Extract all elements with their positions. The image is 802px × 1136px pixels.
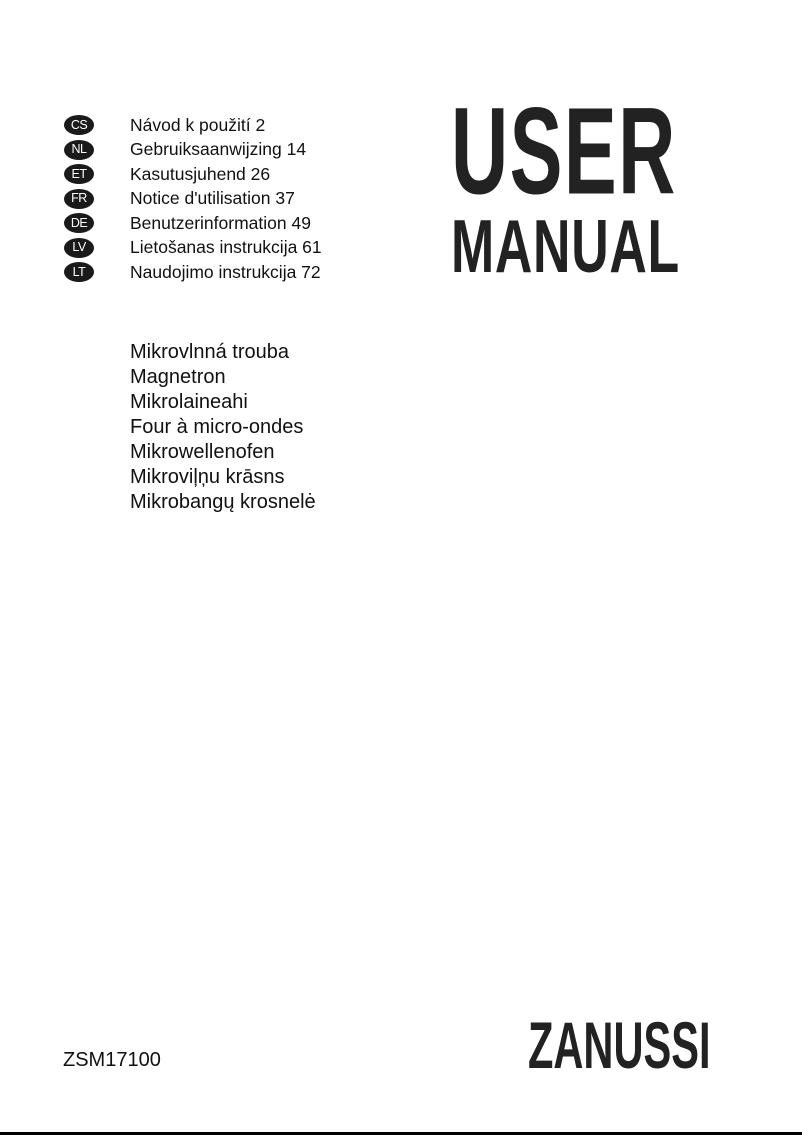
- language-code-badge: LV: [64, 238, 94, 258]
- language-page-reference: Gebruiksaanwijzing 14: [130, 139, 307, 160]
- language-entry-nl: [64, 138, 322, 163]
- product-name-list: [130, 340, 316, 515]
- language-code-badge: CS: [64, 115, 94, 135]
- model-number: ZSM17100: [63, 1049, 161, 1071]
- language-code-badge: DE: [64, 213, 94, 233]
- language-code-badge: LT: [64, 262, 94, 282]
- language-page-reference: Naudojimo instrukcija 72: [130, 261, 321, 282]
- language-page-reference: Notice d'utilisation 37: [130, 188, 295, 209]
- language-page-reference: Benutzerinformation 49: [130, 212, 311, 233]
- language-index: [64, 113, 322, 285]
- product-name: Four à micro-ondes: [130, 416, 304, 438]
- language-page-reference: Návod k použití 2: [130, 114, 266, 135]
- product-name: Mikrobangų krosnelė: [130, 491, 316, 513]
- language-code-badge: NL: [64, 140, 94, 160]
- product-name: Magnetron: [130, 366, 226, 388]
- language-entry-lt: [64, 260, 322, 285]
- bottom-divider: [0, 1132, 802, 1135]
- language-entry-et: [64, 162, 322, 187]
- product-name: Mikrowellenofen: [130, 441, 275, 463]
- product-name: Mikrovlnná trouba: [130, 341, 289, 363]
- title-manual: MANUAL: [451, 204, 680, 289]
- brand-logo: ZANUSSI: [528, 1008, 711, 1082]
- language-entry-de: [64, 211, 322, 236]
- product-name: Mikrolaineahi: [130, 391, 248, 413]
- product-name: Mikroviļņu krāsns: [130, 466, 285, 488]
- language-entry-lv: [64, 236, 322, 261]
- language-code-badge: ET: [64, 164, 94, 184]
- language-page-reference: Lietošanas instrukcija 61: [130, 237, 322, 258]
- language-entry-cs: [64, 113, 322, 138]
- language-entry-fr: [64, 187, 322, 212]
- title-user: USER: [451, 82, 677, 221]
- language-page-reference: Kasutusjuhend 26: [130, 163, 271, 184]
- language-code-badge: FR: [64, 189, 94, 209]
